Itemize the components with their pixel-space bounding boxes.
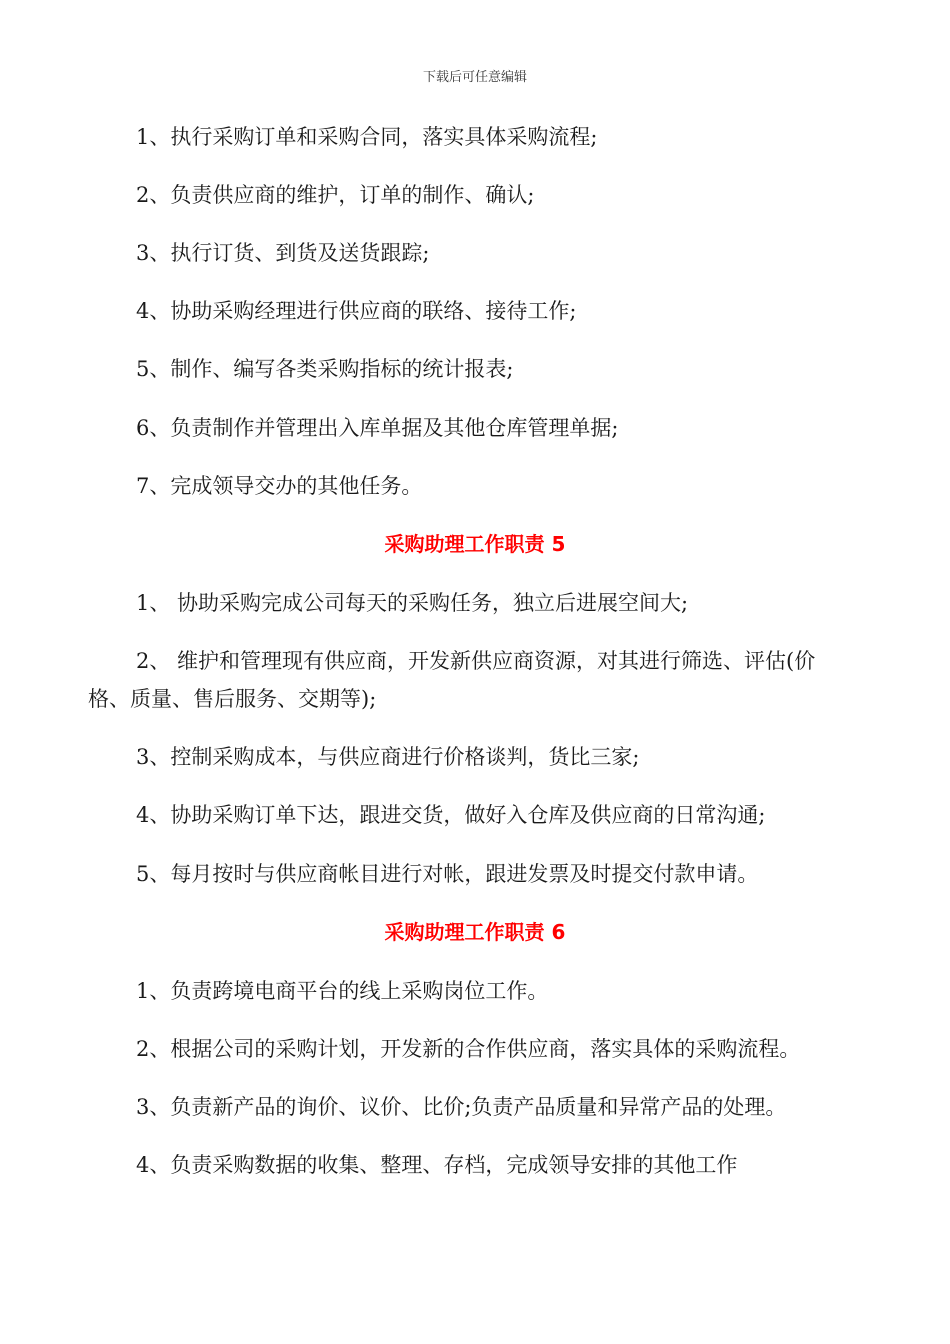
list-item: 7、完成领导交办的其他任务。: [136, 474, 423, 498]
list-item: 1、负责跨境电商平台的线上采购岗位工作。: [136, 979, 549, 1003]
list-item: 3、负责新产品的询价、议价、比价;负责产品质量和异常产品的处理。: [136, 1095, 787, 1119]
list-item: 5、制作、编写各类采购指标的统计报表;: [136, 357, 514, 381]
list-item: 3、控制采购成本，与供应商进行价格谈判，货比三家;: [136, 745, 640, 769]
section-5-title: 采购助理工作职责 5: [384, 532, 566, 556]
list-item: 2、根据公司的采购计划，开发新的合作供应商，落实具体的采购流程。: [136, 1037, 801, 1061]
section-6-title: 采购助理工作职责 6: [384, 920, 566, 944]
list-item: 4、协助采购经理进行供应商的联络、接待工作;: [136, 299, 577, 323]
list-item: 2、负责供应商的维护，订单的制作、确认;: [136, 183, 535, 207]
list-item: 5、每月按时与供应商帐目进行对帐，跟进发票及时提交付款申请。: [136, 862, 759, 886]
list-item: 4、协助采购订单下达，跟进交货，做好入仓库及供应商的日常沟通;: [136, 803, 766, 827]
list-item: 3、执行订货、到货及送货跟踪;: [136, 241, 430, 265]
list-item: 6、负责制作并管理出入库单据及其他仓库管理单据;: [136, 416, 619, 440]
list-item: 1、执行采购订单和采购合同，落实具体采购流程;: [136, 125, 598, 149]
list-item: 2、 维护和管理现有供应商，开发新供应商资源，对其进行筛选、评估(价: [136, 649, 816, 673]
list-item-continuation: 格、质量、售后服务、交期等);: [88, 687, 377, 711]
list-item: 4、负责采购数据的收集、整理、存档，完成领导安排的其他工作: [136, 1153, 738, 1177]
page-header-note: 下载后可任意编辑: [422, 70, 527, 85]
list-item: 1、 协助采购完成公司每天的采购任务，独立后进展空间大;: [136, 591, 689, 615]
